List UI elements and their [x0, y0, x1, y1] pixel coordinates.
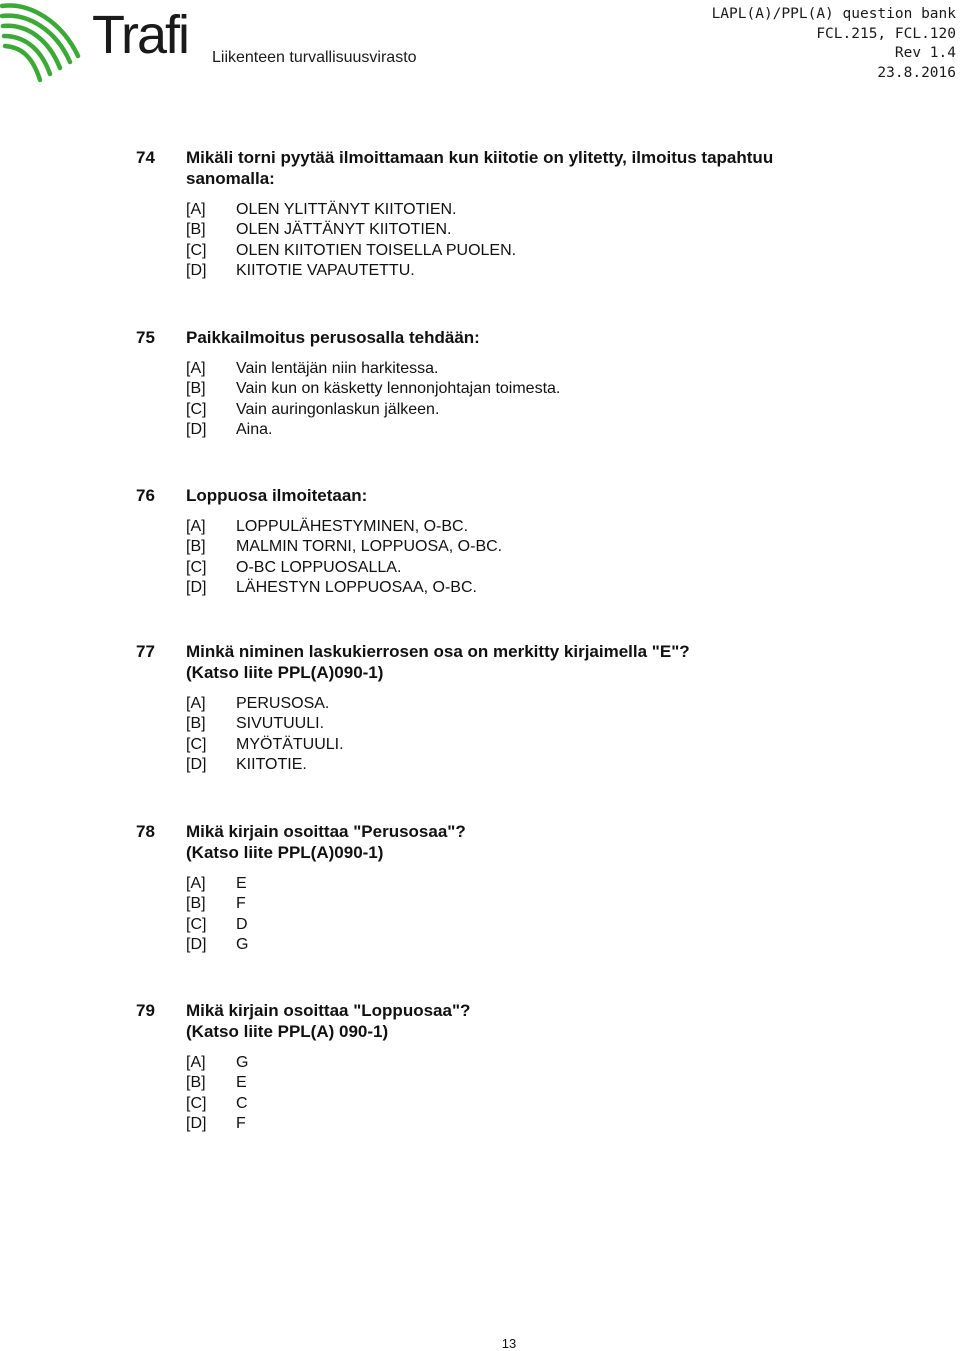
answer-option — [186, 578, 896, 598]
question-line: Mikä kirjain osoittaa "Perusosaa"? — [186, 822, 466, 841]
option-letter: [A] — [186, 695, 206, 712]
page-number: 13 — [501, 1336, 517, 1351]
question-number: 74 — [136, 148, 155, 167]
answer-option — [186, 558, 896, 578]
option-letter: [C] — [186, 915, 207, 933]
answer-option — [186, 755, 896, 775]
answer-option — [186, 694, 896, 714]
option-letter: [B] — [186, 380, 206, 398]
option-text: E — [236, 875, 247, 892]
option-text: F — [236, 1114, 246, 1132]
answer-option — [186, 874, 896, 894]
option-letter: [B] — [186, 895, 206, 913]
answer-options — [186, 517, 896, 598]
question-line: Minkä niminen laskukierrosen osa on merkitty kirjaimella "E"? — [186, 642, 690, 661]
option-letter: [C] — [186, 735, 207, 753]
option-letter: [C] — [186, 400, 207, 418]
doc-title: LAPL(A)/PPL(A) question bank — [711, 6, 956, 22]
option-text: MALMIN TORNI, LOPPUOSA, O-BC. — [236, 538, 503, 556]
question-text — [186, 1000, 896, 1042]
option-text: Vain kun on käsketty lennonjohtajan toimesta. — [236, 380, 561, 398]
answer-option — [186, 735, 896, 755]
answer-option — [186, 915, 896, 935]
answer-options — [186, 1053, 896, 1134]
doc-revision: Rev 1.4 — [894, 45, 956, 61]
question-74 — [136, 147, 896, 281]
option-text: OLEN KIITOTIEN TOISELLA PUOLEN. — [236, 241, 517, 259]
question-text — [186, 485, 896, 506]
answer-option — [186, 894, 896, 914]
answer-option — [186, 537, 896, 557]
answer-options — [186, 694, 896, 775]
option-text: D — [236, 915, 248, 933]
answer-option — [186, 200, 896, 220]
question-line: (Katso liite PPL(A)090-1) — [186, 843, 384, 862]
option-letter: [A] — [186, 875, 206, 892]
agency-name: Liikenteen turvallisuusvirasto — [212, 49, 417, 66]
option-text: F — [236, 895, 246, 913]
option-text: KIITOTIE. — [236, 755, 307, 773]
question-79 — [136, 1000, 896, 1134]
doc-regulation: FCL.215, FCL.120 — [816, 25, 956, 42]
question-line: Paikkailmoitus perusosalla tehdään: — [186, 328, 480, 347]
option-text: G — [236, 935, 249, 953]
option-letter: [D] — [186, 420, 207, 438]
answer-option — [186, 420, 896, 440]
option-text: Aina. — [236, 420, 273, 438]
question-text — [186, 327, 896, 348]
answer-option — [186, 241, 896, 261]
question-line: Loppuosa ilmoitetaan: — [186, 486, 368, 505]
question-number: 79 — [136, 1001, 155, 1020]
answer-options — [186, 359, 896, 440]
question-line: Mikäli torni pyytää ilmoittamaan kun kiitotie on ylitetty, ilmoitus tapahtuu — [186, 148, 774, 167]
question-text — [186, 641, 896, 683]
option-letter: [B] — [186, 538, 206, 556]
question-line: (Katso liite PPL(A)090-1) — [186, 663, 384, 682]
option-text: LOPPULÄHESTYMINEN, O-BC. — [236, 518, 469, 535]
option-text: Vain auringonlaskun jälkeen. — [236, 400, 440, 418]
option-letter: [B] — [186, 715, 206, 733]
question-number: 75 — [136, 328, 155, 347]
question-75 — [136, 327, 896, 440]
trafi-logo — [0, 0, 420, 95]
option-text: LÄHESTYN LOPPUOSAA, O-BC. — [236, 578, 477, 596]
answer-option — [186, 220, 896, 240]
option-text: C — [236, 1094, 248, 1112]
question-line: sanomalla: — [186, 169, 275, 188]
answer-option — [186, 517, 896, 537]
option-text: MYÖTÄTUULI. — [236, 735, 344, 753]
option-letter: [B] — [186, 221, 206, 239]
option-letter: [A] — [186, 201, 206, 218]
option-text: OLEN YLITTÄNYT KIITOTIEN. — [236, 201, 457, 218]
question-line: (Katso liite PPL(A) 090-1) — [186, 1022, 389, 1041]
option-letter: [B] — [186, 1074, 206, 1092]
option-text: OLEN JÄTTÄNYT KIITOTIEN. — [236, 221, 452, 239]
option-letter: [A] — [186, 518, 206, 535]
question-line: Mikä kirjain osoittaa "Loppuosaa"? — [186, 1001, 471, 1020]
question-text — [186, 821, 896, 863]
option-text: SIVUTUULI. — [236, 715, 325, 733]
option-letter: [D] — [186, 578, 207, 596]
answer-option — [186, 400, 896, 420]
answer-options — [186, 874, 896, 955]
option-letter: [D] — [186, 261, 207, 279]
option-text: Vain lentäjän niin harkitessa. — [236, 360, 439, 377]
logo-wordmark: Trafi — [92, 5, 188, 65]
option-letter: [D] — [186, 755, 207, 773]
answer-option — [186, 359, 896, 379]
answer-option — [186, 379, 896, 399]
answer-option — [186, 1114, 896, 1134]
answer-options — [186, 200, 896, 281]
question-number: 78 — [136, 822, 155, 841]
answer-option — [186, 714, 896, 734]
answer-option — [186, 1053, 896, 1073]
question-number: 76 — [136, 486, 155, 505]
option-letter: [C] — [186, 1094, 207, 1112]
option-text: KIITOTIE VAPAUTETTU. — [236, 261, 415, 279]
answer-option — [186, 935, 896, 955]
trafi-swoosh-icon — [0, 0, 100, 92]
question-78 — [136, 821, 896, 955]
option-text: G — [236, 1054, 249, 1071]
answer-option — [186, 1094, 896, 1114]
option-letter: [D] — [186, 935, 207, 953]
option-letter: [A] — [186, 360, 206, 377]
document-info — [712, 5, 956, 83]
option-text: PERUSOSA. — [236, 695, 330, 712]
option-letter: [D] — [186, 1114, 207, 1132]
question-text — [186, 147, 896, 189]
doc-date: 23.8.2016 — [877, 64, 956, 81]
option-text: O-BC LOPPUOSALLA. — [236, 558, 402, 576]
option-text: E — [236, 1074, 247, 1092]
question-76 — [136, 485, 896, 598]
option-letter: [C] — [186, 558, 207, 576]
question-number: 77 — [136, 642, 155, 661]
question-77 — [136, 641, 896, 775]
answer-option — [186, 1073, 896, 1093]
option-letter: [A] — [186, 1054, 206, 1071]
option-letter: [C] — [186, 241, 207, 259]
answer-option — [186, 261, 896, 281]
